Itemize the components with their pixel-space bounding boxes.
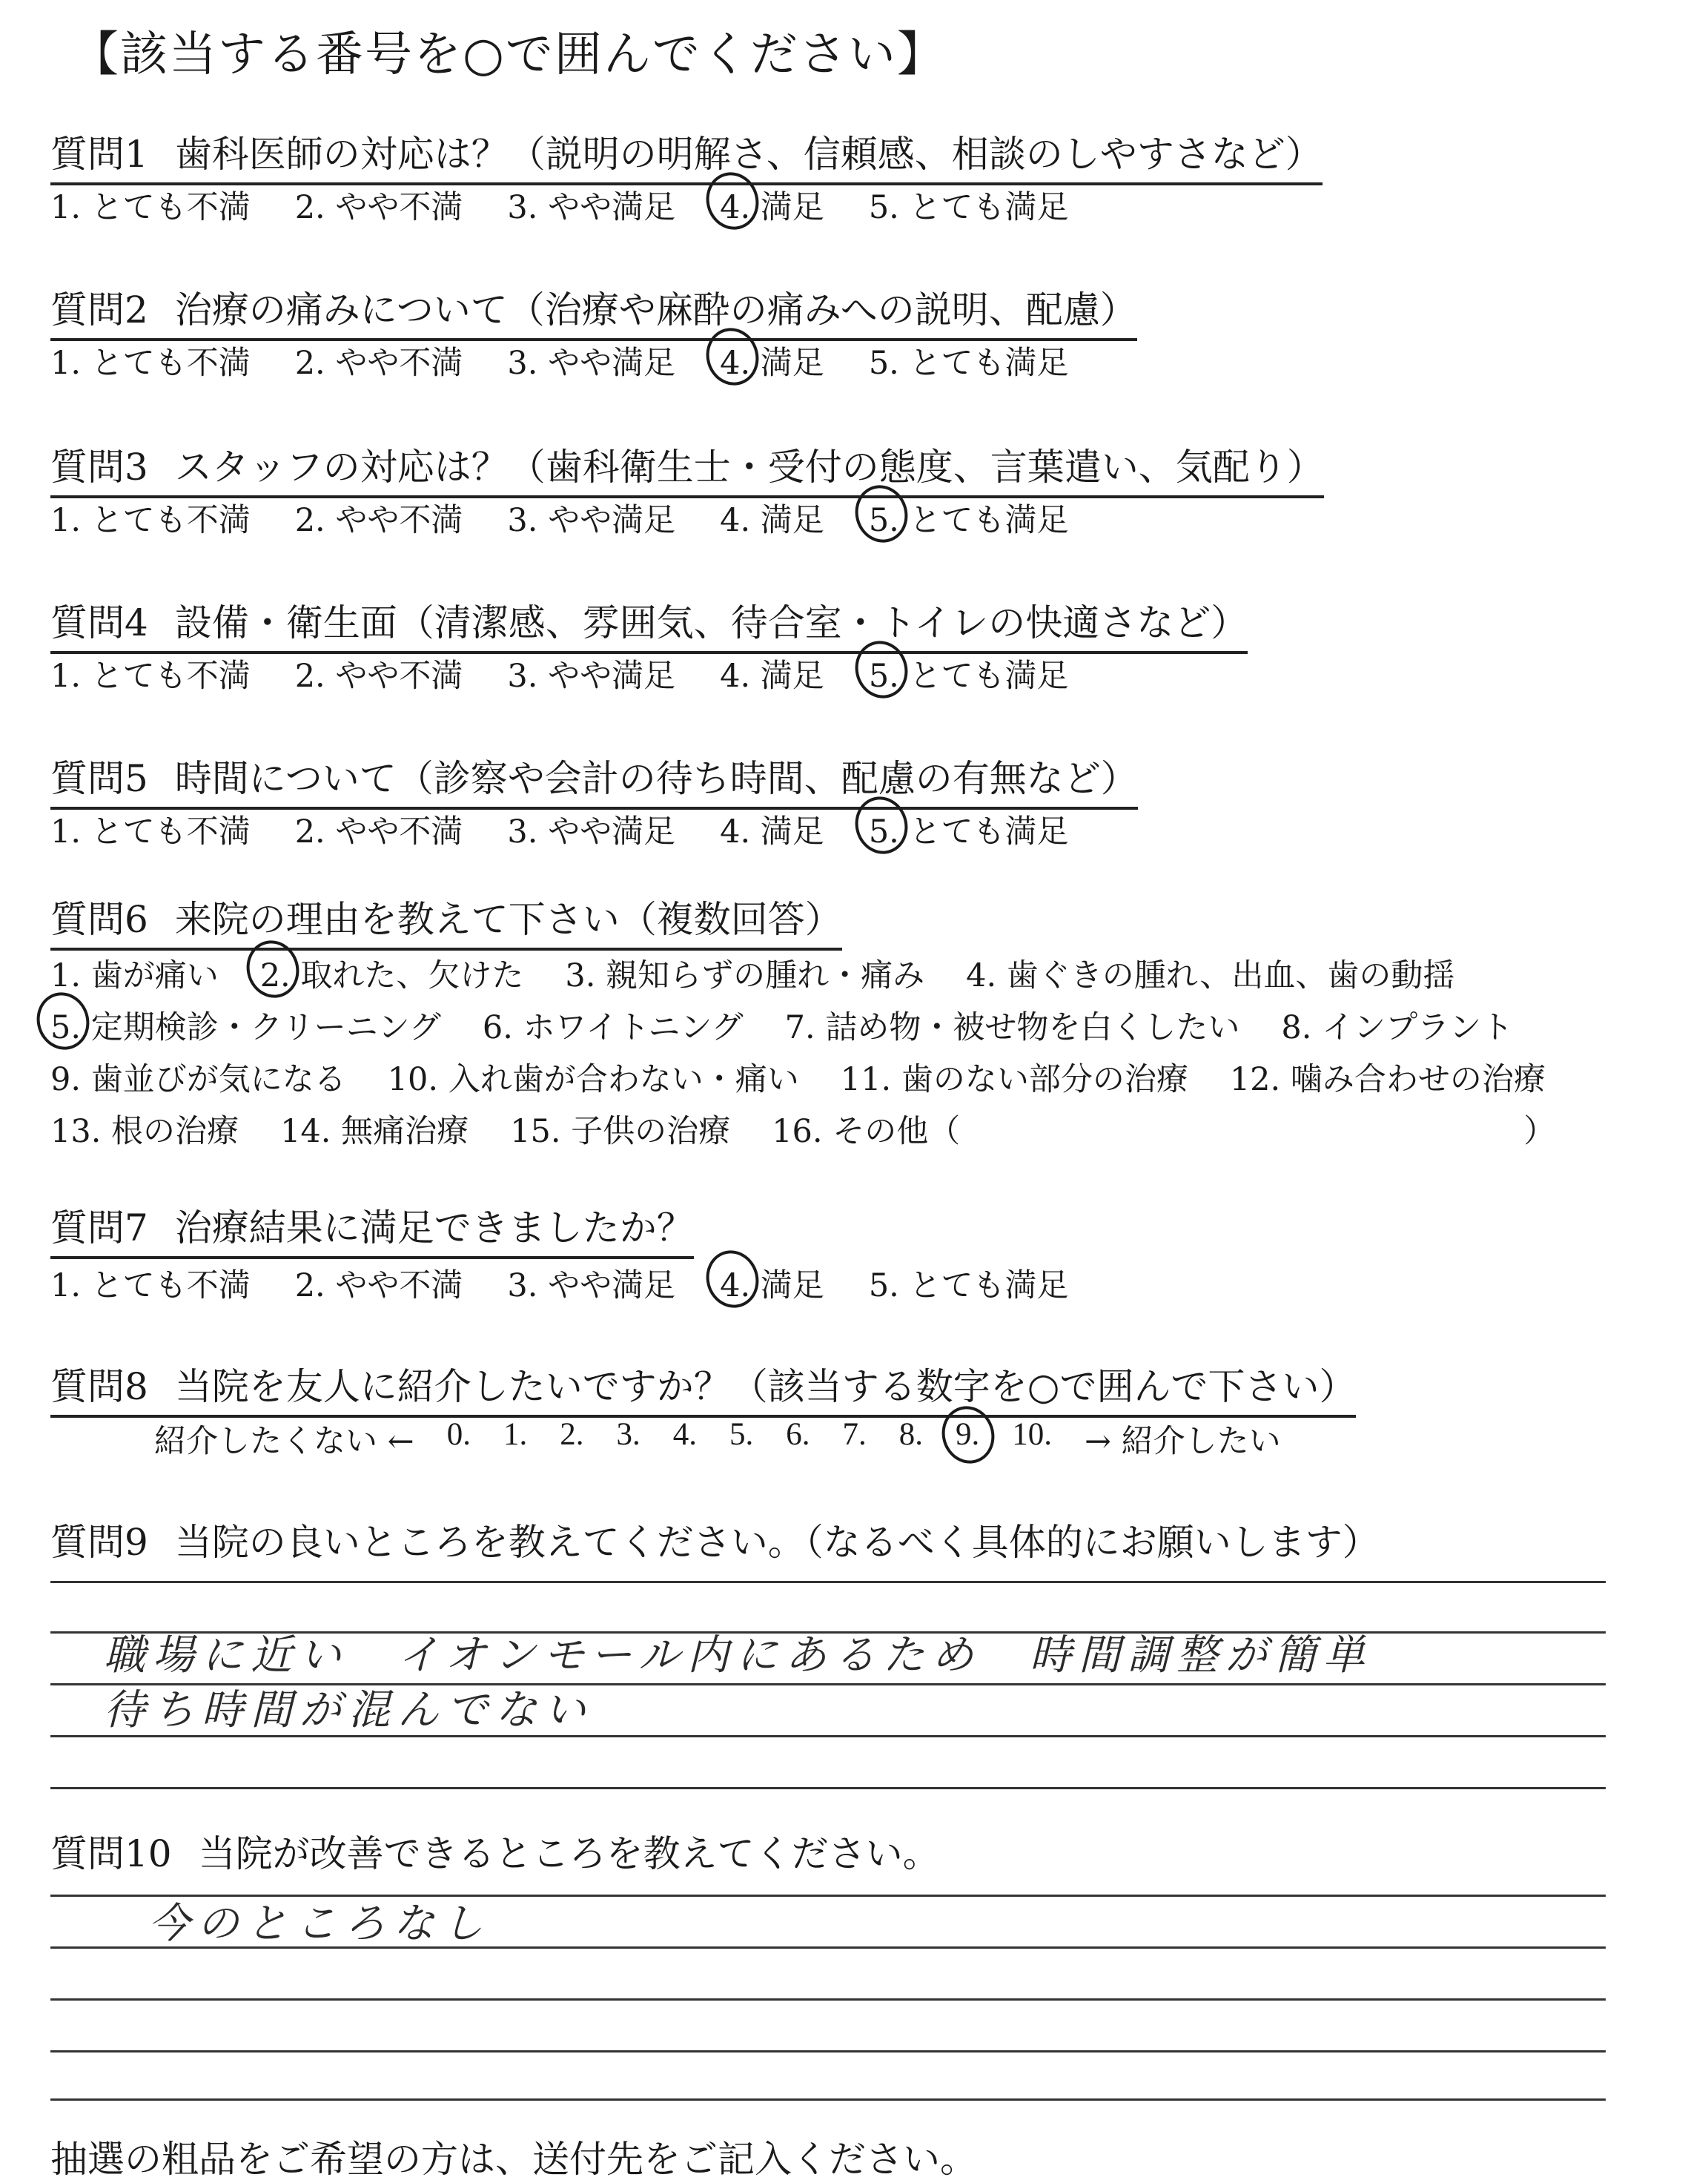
recommend-scale [154, 1416, 1314, 1462]
rating-option[interactable]: 3. やや満足 [507, 813, 676, 851]
question-text: 来院の理由を教えて下さい（複数回答） [174, 898, 842, 941]
reason-option-row [50, 951, 1454, 996]
rating-option[interactable]: 3. やや満足 [507, 502, 676, 539]
scale-value[interactable]: 1. [503, 1417, 528, 1452]
question-number: 質問9 [50, 1521, 148, 1564]
question-6-heading [50, 890, 842, 951]
scale-value[interactable]: 9. [956, 1416, 979, 1462]
rating-option[interactable]: 5. とても満足 [869, 807, 1069, 852]
handwritten-answer: 職場に近い イオンモール内にあるため 時間調整が簡単 [104, 1631, 1372, 1680]
reason-option-row [50, 1003, 1513, 1048]
reason-option[interactable]: 8. インプラント [1281, 1009, 1514, 1046]
question-number: 質問10 [50, 1832, 172, 1875]
rating-option[interactable]: 1. とても不満 [50, 189, 251, 226]
question-1-heading [50, 125, 1323, 185]
rating-option[interactable]: 4. 満足 [720, 502, 824, 539]
question-9-heading [50, 1513, 1380, 1566]
answer-line [50, 1735, 1606, 1737]
rating-option[interactable]: 5. とても満足 [869, 495, 1069, 541]
scale-value[interactable]: 3. [616, 1417, 640, 1452]
scale-value[interactable]: 4. [672, 1417, 697, 1452]
question-3-options [50, 495, 1069, 541]
question-2-options [50, 338, 1069, 383]
handwritten-answer: 待ち時間が混んでない [104, 1686, 593, 1734]
rating-option[interactable]: 3. やや満足 [507, 345, 676, 382]
rating-option[interactable]: 2. やや不満 [294, 658, 463, 695]
answer-line [50, 2098, 1606, 2101]
answer-line [50, 1581, 1606, 1583]
scale-value[interactable]: 7. [842, 1417, 867, 1452]
question-8-heading [50, 1357, 1356, 1418]
scale-value[interactable]: 2. [560, 1417, 584, 1452]
rating-option[interactable]: 5. とても満足 [869, 651, 1069, 696]
reason-option[interactable]: 5. 定期検診・クリーニング [50, 1003, 441, 1048]
question-5-options [50, 807, 1069, 852]
scale-left-label: 紹介したくない ← [154, 1423, 414, 1460]
reason-option[interactable]: 14. 無痛治療 [280, 1113, 469, 1150]
question-number: 質問3 [50, 446, 148, 489]
question-7-options [50, 1261, 1069, 1306]
answer-line [50, 1787, 1606, 1789]
reason-option[interactable]: 6. ホワイトニング [482, 1009, 744, 1046]
hand-drawn-circle [30, 985, 97, 1057]
scale-value[interactable]: 8. [898, 1417, 923, 1452]
rating-option[interactable]: 2. やや不満 [294, 345, 463, 382]
scale-value[interactable]: 5. [729, 1417, 754, 1452]
rating-option[interactable]: 4. 満足 [720, 658, 824, 695]
question-number: 質問5 [50, 757, 148, 800]
question-text: 歯科医師の対応は？（説明の明解さ、信頼感、相談のしやすさなど） [174, 133, 1323, 176]
handwritten-answer: 今のところなし [148, 1900, 491, 1948]
rating-option[interactable]: 4. 満足 [720, 182, 824, 228]
rating-option[interactable]: 1. とても不満 [50, 658, 251, 695]
rating-option[interactable]: 4. 満足 [720, 1261, 824, 1306]
question-10-heading [50, 1824, 940, 1877]
question-4-heading [50, 593, 1248, 654]
question-number: 質問7 [50, 1206, 148, 1249]
rating-option[interactable]: 2. やや不満 [294, 502, 463, 539]
rating-option[interactable]: 5. とても満足 [868, 345, 1069, 382]
rating-option[interactable]: 1. とても不満 [50, 1267, 251, 1304]
rating-option[interactable]: 1. とても不満 [50, 813, 251, 851]
reason-option[interactable]: 15. 子供の治療 [510, 1113, 731, 1150]
question-4-options [50, 651, 1069, 696]
reason-option[interactable]: 16. その他（ [772, 1113, 961, 1150]
question-5-heading [50, 749, 1138, 810]
question-text: スタッフの対応は？（歯科衛生士・受付の態度、言葉遣い、気配り） [174, 446, 1324, 489]
scale-value[interactable]: 0. [446, 1417, 471, 1452]
rating-option[interactable]: 1. とても不満 [50, 345, 251, 382]
question-number: 質問1 [50, 133, 148, 176]
rating-option[interactable]: 3. やや満足 [507, 1267, 676, 1304]
rating-option[interactable]: 5. とても満足 [868, 1267, 1069, 1304]
reason-option[interactable]: 1. 歯が痛い [50, 957, 219, 994]
question-7-heading [50, 1198, 694, 1259]
question-text: 時間について（診察や会計の待ち時間、配慮の有無など） [174, 757, 1138, 800]
rating-option[interactable]: 4. 満足 [720, 338, 824, 383]
reason-option-row [50, 1106, 1555, 1152]
answer-line [50, 1946, 1606, 1949]
page-title: 【該当する番号を○で囲んでください】 [71, 27, 946, 82]
reason-option[interactable]: 7. 詰め物・被せ物を白くしたい [784, 1009, 1240, 1046]
question-number: 質問2 [50, 288, 148, 331]
question-3-heading [50, 437, 1324, 498]
reason-option-row [50, 1054, 1546, 1100]
rating-option[interactable]: 2. やや不満 [294, 189, 463, 226]
reason-option[interactable]: 2. 取れた、欠けた [260, 951, 524, 996]
question-text: 当院が改善できるところを教えてください。 [198, 1832, 940, 1875]
question-text: 当院を友人に紹介したいですか？（該当する数字を○で囲んで下さい） [174, 1365, 1357, 1408]
question-text: 治療結果に満足できましたか？ [174, 1206, 694, 1249]
reason-option[interactable]: 9. 歯並びが気になる [50, 1061, 346, 1098]
reason-option[interactable]: 13. 根の治療 [50, 1113, 239, 1150]
question-number: 質問6 [50, 898, 148, 941]
footer-instruction: 抽選の粗品をご希望の方は、送付先をご記入ください。 [50, 2138, 977, 2181]
reason-option[interactable]: 3. 親知らずの腫れ・痛み [565, 957, 925, 994]
rating-option[interactable]: 3. やや満足 [507, 658, 676, 695]
rating-option[interactable]: 2. やや不満 [294, 813, 463, 851]
rating-option[interactable]: 4. 満足 [720, 813, 824, 851]
question-1-options [50, 182, 1069, 228]
answer-line [50, 1998, 1606, 2001]
answer-line [50, 2050, 1606, 2052]
question-text: 治療の痛みについて（治療や麻酔の痛みへの説明、配慮） [174, 288, 1137, 331]
reason-option[interactable]: 12. 噛み合わせの治療 [1229, 1061, 1546, 1098]
question-number: 質問8 [50, 1365, 148, 1408]
question-number: 質問4 [50, 601, 148, 644]
rating-option[interactable]: 2. やや不満 [294, 1267, 463, 1304]
reason-option[interactable]: ） [1523, 1113, 1556, 1150]
rating-option[interactable]: 3. やや満足 [507, 189, 676, 226]
scale-value[interactable]: 10. [1012, 1417, 1052, 1452]
rating-option[interactable]: 5. とても満足 [868, 189, 1069, 226]
scale-right-label: → 紹介したい [1084, 1423, 1281, 1460]
scale-value[interactable]: 6. [786, 1417, 810, 1452]
question-2-heading [50, 280, 1137, 341]
reason-option[interactable]: 10. 入れ歯が合わない・痛い [387, 1061, 799, 1098]
hand-drawn-circle [699, 1244, 767, 1315]
reason-option[interactable]: 4. 歯ぐきの腫れ、出血、歯の動揺 [966, 957, 1455, 994]
question-text: 当院の良いところを教えてください。（なるべく具体的にお願いします） [174, 1521, 1380, 1564]
question-text: 設備・衛生面（清潔感、雰囲気、待合室・トイレの快適さなど） [174, 601, 1248, 644]
rating-option[interactable]: 1. とても不満 [50, 502, 251, 539]
reason-option[interactable]: 11. 歯のない部分の治療 [840, 1061, 1188, 1098]
